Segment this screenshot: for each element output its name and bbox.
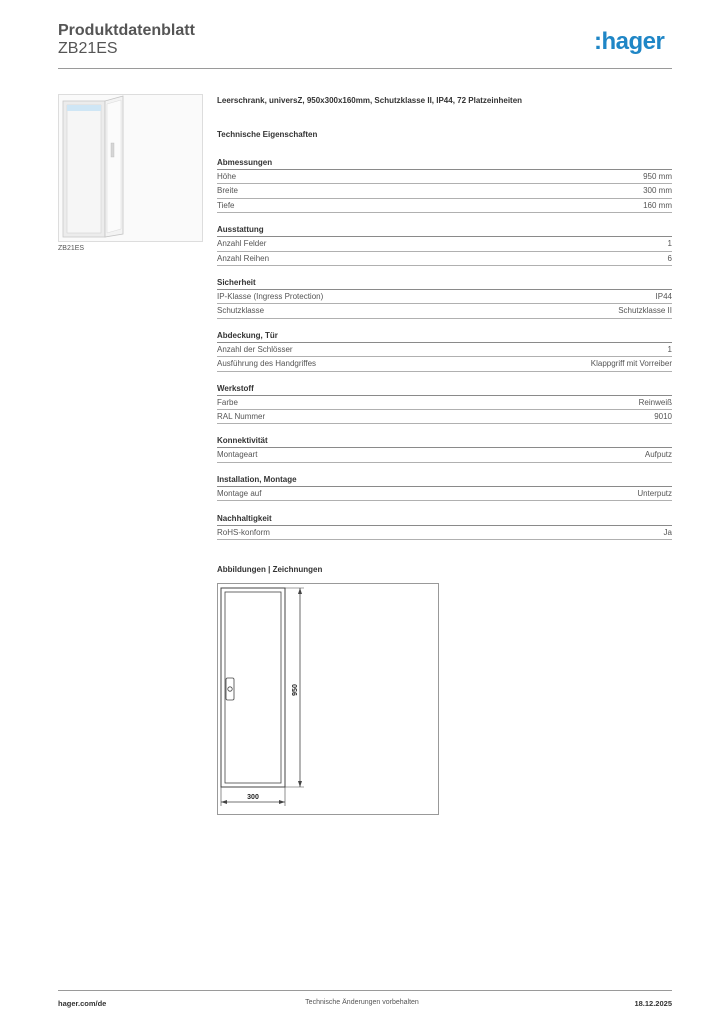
footer-divider (58, 990, 672, 991)
spec-label: Ausführung des Handgriffes (217, 359, 317, 369)
spec-value: Unterputz (637, 488, 672, 498)
spec-section-abdeckung (217, 329, 672, 372)
spec-label: Anzahl Reihen (217, 253, 270, 263)
spec-label: Höhe (217, 172, 237, 181)
section-title: Werkstoff (217, 383, 254, 393)
spec-value: 160 mm (643, 200, 672, 210)
spec-row (217, 526, 672, 540)
spec-row (217, 290, 672, 304)
spec-row (217, 184, 672, 198)
spec-section-ausstattung (217, 223, 672, 266)
hager-logo: :hager (594, 28, 665, 55)
footer-disclaimer: Technische Änderungen vorbehalten (305, 999, 419, 1006)
section-title: Installation, Montage (217, 474, 297, 484)
spec-value: 950 mm (643, 172, 672, 181)
spec-value: Klappgriff mit Vorreiber (590, 359, 672, 369)
spec-row (217, 487, 672, 501)
footer-website: hager.com/de (58, 999, 107, 1008)
product-image (58, 94, 203, 242)
image-caption: ZB21ES (58, 245, 85, 252)
height-dimension-label: 950 (292, 684, 299, 696)
product-description: Leerschrank, universZ, 950x300x160mm, Schutzklasse II, IP44, 72 Platzeinheiten (217, 96, 523, 105)
spec-row (217, 396, 672, 410)
spec-section-konnektivitaet (217, 434, 672, 462)
spec-value: 9010 (654, 411, 672, 421)
section-title: Abdeckung, Tür (217, 330, 278, 340)
spec-label: Schutzklasse (217, 306, 265, 316)
spec-value: Reinweiß (638, 397, 672, 407)
spec-row (217, 343, 672, 357)
spec-label: Breite (217, 186, 238, 196)
spec-row (217, 170, 672, 184)
technical-drawing (217, 583, 439, 815)
spec-label: Montage auf (217, 488, 262, 498)
section-title: Nachhaltigkeit (217, 514, 272, 524)
section-title: Konnektivität (217, 436, 268, 446)
spec-row (217, 252, 672, 266)
cabinet-illustration (59, 95, 204, 243)
section-title: Abmessungen (217, 158, 273, 167)
spec-section-sicherheit (217, 276, 672, 319)
spec-row (217, 357, 672, 371)
spec-row (217, 199, 672, 213)
spec-value: IP44 (655, 291, 672, 301)
spec-section-werkstoff (217, 382, 672, 425)
spec-row (217, 237, 672, 251)
spec-value: 1 (667, 239, 672, 249)
section-title: Ausstattung (217, 225, 264, 235)
spec-value: 6 (667, 253, 672, 263)
spec-label: Anzahl der Schlösser (217, 344, 293, 354)
spec-row (217, 448, 672, 462)
spec-label: Montageart (217, 450, 258, 460)
product-code: ZB21ES (58, 40, 118, 57)
spec-label: Anzahl Felder (217, 239, 267, 249)
spec-value: 300 mm (643, 186, 672, 196)
header-divider (58, 68, 672, 69)
footer-date: 18.12.2025 (634, 999, 672, 1008)
spec-content (217, 96, 672, 540)
spec-value: Ja (663, 528, 672, 538)
section-title: Sicherheit (217, 277, 256, 287)
tech-heading: Technische Eigenschaften (217, 130, 318, 139)
page-title: Produktdatenblatt (58, 22, 195, 39)
spec-section-installation (217, 473, 672, 501)
spec-label: IP-Klasse (Ingress Protection) (217, 291, 324, 301)
dimension-drawing (218, 584, 438, 814)
spec-value: 1 (667, 344, 672, 354)
spec-label: RoHS-konform (217, 528, 270, 538)
spec-value: Aufputz (644, 450, 672, 460)
spec-label: RAL Nummer (217, 411, 266, 421)
drawing-heading: Abbildungen | Zeichnungen (217, 565, 323, 574)
spec-row (217, 304, 672, 318)
spec-row (217, 410, 672, 424)
spec-value: Schutzklasse II (618, 306, 672, 316)
spec-section-nachhaltigkeit (217, 512, 672, 540)
width-dimension-label: 300 (247, 794, 259, 801)
spec-label: Farbe (217, 397, 238, 407)
spec-section-abmessungen (217, 156, 672, 213)
spec-label: Tiefe (217, 200, 235, 210)
